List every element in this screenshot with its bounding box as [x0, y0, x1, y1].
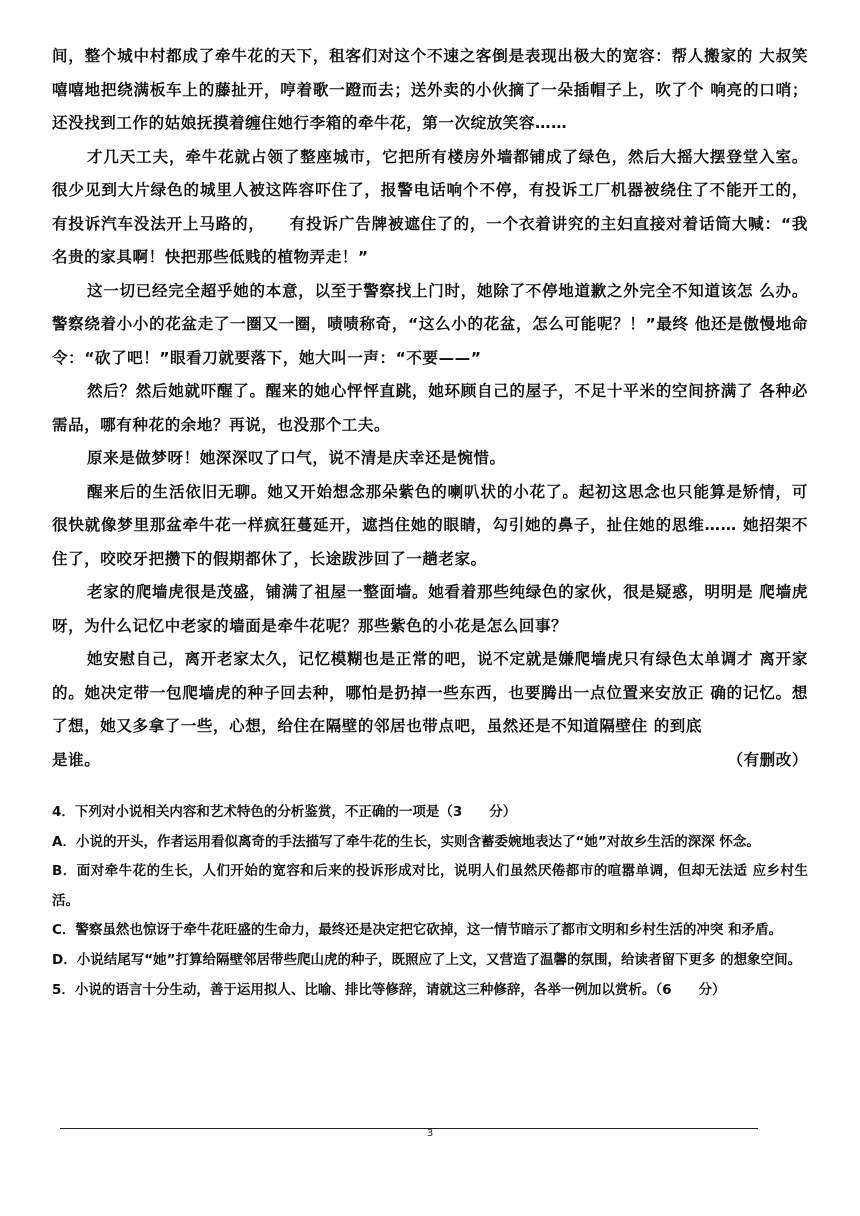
- abridged-note: （有删改）: [727, 750, 808, 769]
- story-paragraph: 老家的爬墙虎很是茂盛，铺满了祖屋一整面墙。她看着那些纯绿色的家伙，很是疑惑，明明是 爬墙虎呀，为什么记忆中老家的墙面是牵牛花呢？那些紫色的小花是怎么回事？: [52, 583, 808, 635]
- page-number: 3: [426, 1128, 434, 1139]
- story-paragraph-end: 是谁。: [52, 750, 101, 769]
- option-d: D．小说结尾写“她”打算给隔壁邻居带些爬山虎的种子，既照应了上文，又营造了温馨的氛围，给读者留下更多 的想象空间。: [52, 951, 802, 968]
- story-excerpt: [52, 40, 808, 777]
- story-paragraph: 醒来后的生活依旧无聊。她又开始想念那朵紫色的喇叭状的小花了。起初这思念也只能算是矫情，可很快就像梦里那盆牵牛花一样疯狂蔓延开，遮挡住她的眼睛，勾引她的鼻子，扯住她的思维…… 她招架不住了，咬咬牙把攒下的假期都休了，长途跋涉回了一趟老家。: [52, 482, 808, 568]
- option-c: C．警察虽然也惊讶于牵牛花旺盛的生命力，最终还是决定把它砍掉，这一情节暗示了都市文明和乡村生活的冲突 和矛盾。: [52, 922, 783, 939]
- story-paragraph: 这一切已经完全超乎她的本意，以至于警察找上门时，她除了不停地道歉之外完全不知道该怎 么办。警察绕着小小的花盆走了一圈又一圈，啧啧称奇，“这么小的花盆，怎么可能呢？！”最终 他还是傲慢地命令：“砍了吧！”眼看刀就要落下，她大叫一声：“不要——”: [52, 281, 808, 367]
- question-4-stem: 4．下列对小说相关内容和艺术特色的分析鉴赏，不正确的一项是（3 分）: [52, 804, 517, 820]
- option-b: B．面对牵牛花的生长，人们开始的宽容和后来的投诉形成对比，说明人们虽然厌倦都市的喧嚣单调，但却无法适 应乡村生活。: [52, 863, 808, 909]
- question-5-stem: 5．小说的语言十分生动，善于运用拟人、比喻、排比等修辞，请就这三种修辞，各举一例加以赏析。（6 分）: [52, 981, 726, 998]
- story-closing-line: [52, 744, 808, 778]
- option-a: A．小说的开头，作者运用看似离奇的手法描写了牵牛花的生长，实则含蓄委婉地表达了“她”对故乡生活的深深 怀念。: [52, 833, 760, 850]
- questions-section: [52, 798, 808, 1005]
- story-paragraph: 间，整个城中村都成了牵牛花的天下，租客们对这个不速之客倒是表现出极大的宽容：帮人搬家的 大叔笑嘻嘻地把绕满板车上的藤扯开，哼着歌一蹬而去；送外卖的小伙摘了一朵插帽子上，吹了个 响亮的口哨；还没找到工作的姑娘抚摸着缠住她行李箱的牵牛花，第一次绽放笑容……: [52, 47, 808, 132]
- story-paragraph: 才几天工夫，牵牛花就占领了整座城市，它把所有楼房外墙都铺成了绿色，然后大摇大摆登堂入室。很少见到大片绿色的城里人被这阵容吓住了，报警电话响个不停，有投诉工厂机器被绕住了不能开工的，有投诉汽车没法开上马路的， 有投诉广告牌被遮住了的，一个衣着讲究的主妇直接对着话筒大喊：“我名贵的家具啊！快把那些低贱的植物弄走！”: [52, 147, 808, 266]
- story-paragraph: 她安慰自己，离开老家太久，记忆模糊也是正常的吧，说不定就是嫌爬墙虎只有绿色太单调才 离开家的。她决定带一包爬墙虎的种子回去种，哪怕是扔掉一些东西，也要腾出一点位置来安放正 确的记忆。想了想，她又多拿了一些，心想，给住在隔壁的邻居也带点吧，虽然还是不知道隔壁住 的到底: [52, 650, 808, 735]
- story-paragraph: 原来是做梦呀！她深深叹了口气，说不清是庆幸还是惋惜。: [87, 449, 506, 467]
- story-paragraph: 然后？然后她就吓醒了。醒来的她心怦怦直跳，她环顾自己的屋子，不足十平米的空间挤满了 各种必需品，哪有种花的余地？再说，也没那个工夫。: [52, 382, 808, 434]
